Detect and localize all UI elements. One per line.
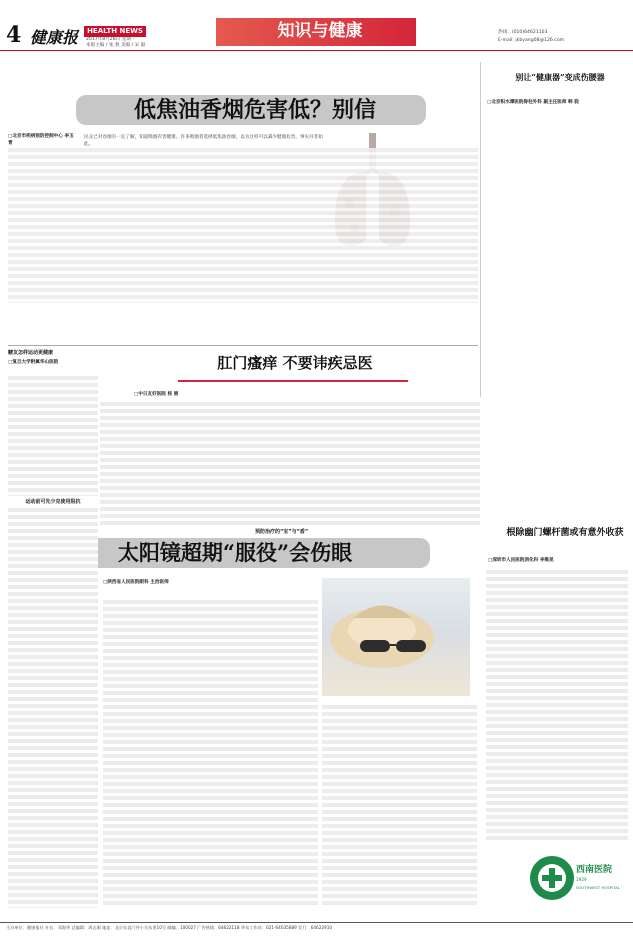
anal-byline: □中日友好医院 杨 丽 [134, 392, 179, 397]
diabetes-subhead: 糖友怎样运动更健康 [8, 350, 54, 356]
column-tag: HEALTH NEWS [84, 26, 146, 37]
hospital-english: SOUTHWEST HOSPITAL [576, 885, 620, 890]
masthead-rule [0, 50, 633, 51]
main-text-columns [8, 148, 478, 303]
diabetes-text [8, 376, 98, 496]
section-title: 知识与健康 [277, 21, 363, 41]
sidebar-bottom-byline: □深圳市人民医院消化科 李维昆 [488, 558, 554, 563]
divider-1 [8, 345, 478, 346]
sidebar-top-title: 别让“健康器”变成伤腰器 [515, 72, 605, 82]
sidebar-bottom-text [486, 570, 628, 840]
main-intro: 民众已对卷烟有一定了解，知道吸烟有害健康。许多吸烟者选择低焦油卷烟，以为这样可以减少健康危害。事实并非如此。 [84, 135, 323, 148]
footer-text: 主办单位：健康报社 社长：邓海华 总编辑：周志刚 地址：北京东直门外小关东里10号 邮编：100027 广告热线：64622118 华东工作站：021-64035889 发行：64622910 [6, 925, 333, 930]
sidebar-top-byline: □北京积水潭医院脊柱外科 副主任医师 韩 骁 [487, 100, 579, 105]
diabetes-byline: □复旦大学附属华山医院 [8, 360, 59, 365]
paper-name: 健康报 [30, 28, 79, 47]
sidebar-top-box [480, 62, 631, 397]
anal-subhead-3: 预防治疗的“宝”与“盾” [255, 529, 309, 535]
anal-title: 肛门瘙痒 不要讳疾忌医 [217, 354, 373, 372]
masthead [0, 0, 633, 50]
main-byline: □北京市疾病预防控制中心 李玉青 [8, 134, 74, 146]
page-number: 4 [6, 22, 22, 48]
footer-rule [0, 922, 633, 923]
sunglasses-photo [322, 578, 470, 696]
hotline: 热线：(010)64621103 [498, 30, 548, 35]
diabetes-subhead-2: 运动前可先少克使用阻抗 [25, 499, 81, 505]
banner2-title: 太阳镜超期“服役”会伤眼 [117, 540, 353, 565]
sun-text [103, 600, 318, 905]
editors: 本版主编 / 张 燕 美编 / 宋 毅 [86, 43, 146, 48]
hospital-logo [530, 850, 626, 920]
hospital-name: 西南医院 [576, 865, 613, 875]
sun-byline: □陕西省人民医院眼科 主治医师 [103, 580, 169, 585]
sun-text-right [322, 705, 477, 905]
diabetes-text-lower [8, 508, 98, 908]
email: E-mail: jkbyang08@126.com [498, 38, 565, 43]
hospital-year: 1929 [576, 877, 587, 882]
sidebar-bottom-title: 根除幽门螺杆菌或有意外收获 [506, 528, 624, 538]
banner-title: 低焦油香烟危害低？别信 [133, 97, 376, 123]
date-line: 2017年8月28日 星期一 [86, 37, 136, 42]
anal-text [100, 402, 480, 527]
